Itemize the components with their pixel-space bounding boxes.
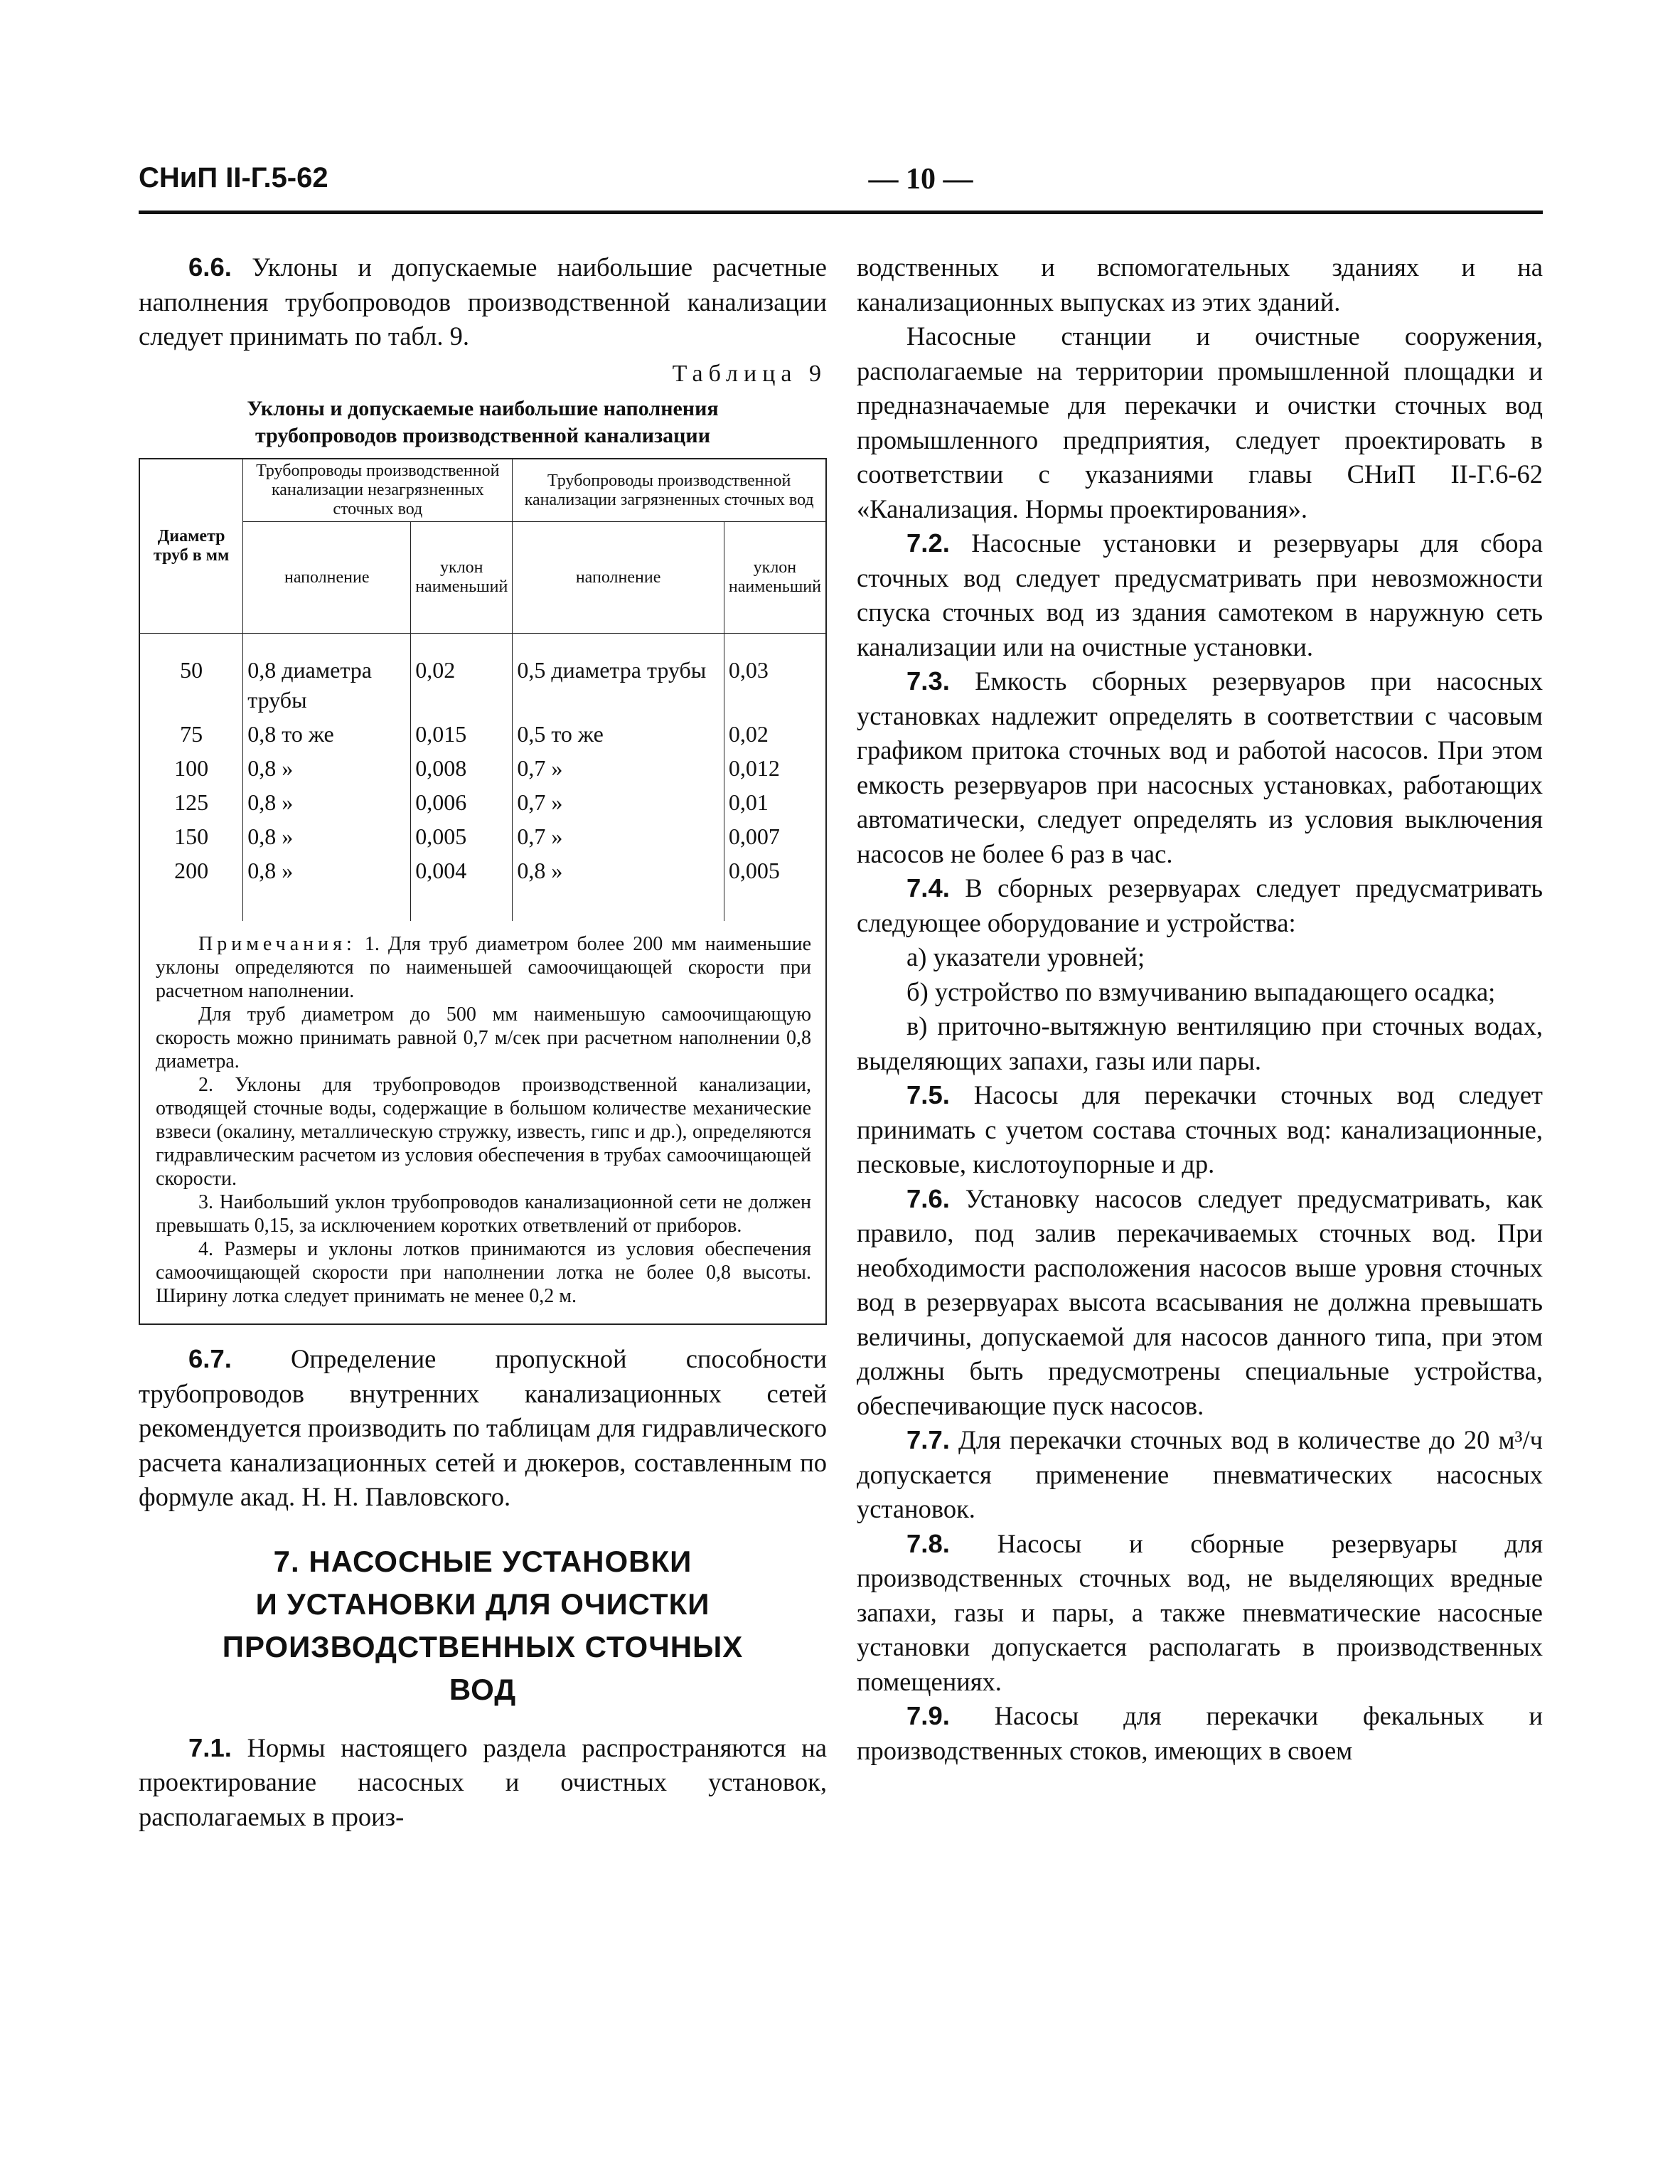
cell-diameter: 75 [140, 717, 243, 751]
list-item: а) указатели уровней; [906, 942, 1145, 971]
header-group-clean: Трубопроводы производственной канализации незагрязненных сточных вод [243, 459, 513, 522]
clause-number: 7.5. [906, 1080, 950, 1109]
document-code: СНиП II-Г.5-62 [139, 162, 328, 193]
paragraph-6-6 [139, 250, 827, 354]
cell-diameter: 200 [140, 853, 243, 921]
header-group-polluted: Трубопроводы производственной канализации загрязненных сточных вод [513, 459, 825, 522]
cell-slope: 0,02 [724, 717, 825, 751]
paragraph-text: Для перекачки сточных вод в количестве до 20 м³/ч допускается применение пневматических насосных установок. [857, 1425, 1543, 1523]
cell-fill: 0,5 то же [513, 717, 724, 751]
cell-slope: 0,007 [724, 819, 825, 853]
table-9 [139, 458, 827, 1325]
cell-slope: 0,01 [724, 785, 825, 819]
paragraph-7-1-continued: водственных и вспомогательных зданиях и на канализационных выпусках из этих зданий. [857, 252, 1543, 316]
notes-heading: Примечания: [198, 933, 356, 955]
table-row [140, 751, 825, 785]
table-title-line: Уклоны и допускаемые наибольшие наполнения [247, 397, 719, 420]
note-1b: Для труб диаметром до 500 мм наименьшую самоочищающую скорость можно принимать равной 0,7 м/сек при расчетном наполнении 0,8 диаметра. [156, 1003, 811, 1072]
cell-fill: 0,8 то же [243, 717, 411, 751]
clause-number: 7.2. [906, 528, 950, 558]
table-row [140, 717, 825, 751]
cell-fill: 0,8 » [243, 751, 411, 785]
paragraph-text: Насосы и сборные резервуары для производственных сточных вод, не выделяющих вредные запахи, газы и пары, а также пневматические насосные установки допускается располагать в производственных помещениях. [857, 1528, 1543, 1696]
cell-slope: 0,005 [411, 819, 513, 853]
note-4: 4. Размеры и уклоны лотков принимаются из условия обеспечения самоочищающей скорости при наполнении лотка не более 0,8 высоты. Ширину лотка следует принимать не менее 0,2 м. [156, 1238, 811, 1307]
paragraph-6-7 [139, 1342, 827, 1515]
paragraph-text: Насосы для перекачки сточных вод следует принимать с учетом состава сточных вод: канализационные, песковые, кислотоупорные и др. [857, 1080, 1543, 1178]
cell-slope: 0,004 [411, 853, 513, 921]
cell-fill: 0,8 » [513, 853, 724, 921]
cell-slope: 0,006 [411, 785, 513, 819]
section-title-line: 7. НАСОСНЫЕ УСТАНОВКИ [273, 1544, 692, 1578]
cell-diameter: 50 [140, 634, 243, 718]
paragraph-text: Нормы настоящего раздела распространяются на проектирование насосных и очистных установок, располагаемых в произ- [139, 1732, 828, 1831]
list-item: б) устройство по взмучиванию выпадающего осадка; [906, 976, 1496, 1006]
paragraph-7-2 [857, 526, 1543, 664]
cell-fill: 0,5 диаметра трубы [513, 634, 724, 718]
note-2: 2. Уклоны для трубопроводов производственной канализации, отводящей сточные воды, содержащие в большом количестве механические взвеси (окалину, металлическую стружку, известь, гипс и др.), определяются гидравлическим расчетом из условия обеспечения в трубах самоочищающей скорости. [156, 1074, 811, 1190]
paragraph-7-8 [857, 1527, 1543, 1700]
header-fill: наполнение [513, 522, 724, 634]
cell-fill: 0,7 » [513, 785, 724, 819]
cell-fill: 0,8 » [243, 785, 411, 819]
note-text: 1. Для труб диаметром более 200 мм наименьшие уклоны определяются по наименьшей самоочищающей скорости при расчетном наполнении. [156, 933, 811, 1002]
slope-fill-table [140, 459, 825, 921]
paragraph-7-5 [857, 1078, 1543, 1182]
table-title [139, 395, 827, 449]
header-rule [139, 211, 1543, 214]
cell-fill: 0,8 » [243, 853, 411, 921]
paragraph-7-9 [857, 1699, 1543, 1768]
paragraph-7-1-b: Насосные станции и очистные сооружения, располагаемые на территории промышленной площадки и предназначаемые для перекачки и очистки сточных вод промышленного предприятия, следует проектировать в соответствии с указаниями главы СНиП II-Г.6-62 «Канализация. Нормы проектирования». [857, 321, 1543, 523]
table-title-line: трубопроводов производственной канализации [255, 424, 711, 447]
cell-fill: 0,8 » [243, 819, 411, 853]
clause-number: 7.8. [906, 1528, 950, 1558]
clause-number: 7.7. [906, 1425, 950, 1454]
section-title-line: И УСТАНОВКИ ДЛЯ ОЧИСТКИ [255, 1587, 710, 1621]
cell-fill: 0,7 » [513, 751, 724, 785]
header-diameter: Диаметр труб в мм [140, 459, 243, 634]
table-notes [140, 921, 825, 1325]
list-item: в) приточно-вытяжную вентиляцию при сточных водах, выделяющих запахи, газы или пары. [857, 1011, 1543, 1075]
cell-diameter: 125 [140, 785, 243, 819]
paragraph-text: Насосы для перекачки фекальных и производственных стоков, имеющих в своем [857, 1701, 1543, 1765]
header-slope: уклон наименьший [724, 522, 825, 634]
paragraph-text: Уклоны и допускаемые наибольшие расчетные наполнения трубопроводов производственной канализации следует принимать по табл. 9. [139, 252, 827, 351]
clause-number: 7.6. [906, 1183, 950, 1213]
clause-number: 7.3. [906, 666, 950, 696]
cell-slope: 0,02 [411, 634, 513, 718]
page-number: — 10 — [868, 163, 973, 196]
table-row [140, 785, 825, 819]
cell-slope: 0,012 [724, 751, 825, 785]
section-title-line: ПРОИЗВОДСТВЕННЫХ СТОЧНЫХ [222, 1629, 744, 1663]
paragraph-7-1 [139, 1731, 827, 1835]
cell-slope: 0,015 [411, 717, 513, 751]
clause-number: 7.1. [188, 1732, 232, 1762]
cell-diameter: 100 [140, 751, 243, 785]
paragraph-text: Установку насосов следует предусматривать, как правило, под залив перекачиваемых сточных вод. При необходимости расположения насосов выше уровня сточных вод в резервуарах высота всасывания не должна превышать величины, допускаемой для насосов данного типа, при этом должны быть предусмотрены специальные устройства, обеспечивающие пуск насосов. [857, 1183, 1543, 1420]
header-fill: наполнение [243, 522, 411, 634]
left-column [139, 250, 827, 1834]
clause-number: 7.9. [906, 1701, 950, 1730]
paragraph-7-4 [857, 871, 1543, 940]
clause-number: 6.6. [188, 252, 232, 282]
paragraph-7-6 [857, 1182, 1543, 1424]
cell-diameter: 150 [140, 819, 243, 853]
page-header [139, 162, 1543, 205]
clause-number: 6.7. [188, 1344, 232, 1373]
paragraph-text: В сборных резервуарах следует предусматривать следующее оборудование и устройства: [857, 873, 1543, 937]
cell-slope: 0,03 [724, 634, 825, 718]
paragraph-7-3 [857, 664, 1543, 871]
table-row [140, 853, 825, 921]
paragraph-7-7 [857, 1423, 1543, 1527]
clause-number: 7.4. [906, 873, 950, 902]
paragraph-text: Насосные установки и резервуары для сбора сточных вод следует предусматривать при невозможности спуска сточных вод из здания самотеком в наружную сеть канализации или на очистные установки. [857, 528, 1543, 661]
paragraph-text: Емкость сборных резервуаров при насосных установках надлежит определять в соответствии с часовым графиком притока сточных вод и работой насосов. При этом емкость резервуаров при насосных установках, работающих автоматически, следует определять из условия выключения насосов не более 6 раз в час. [857, 666, 1543, 868]
cell-slope: 0,005 [724, 853, 825, 921]
table-label: Таблица 9 [672, 360, 827, 387]
paragraph-text: Определение пропускной способности трубопроводов внутренних канализационных сетей рекомендуется производить по таблицам для гидравлического расчета канализационных сетей и дюкеров, составленным по формуле акад. Н. Н. Павловского. [139, 1344, 828, 1511]
section-title-line: ВОД [449, 1672, 517, 1706]
right-column [857, 250, 1543, 1768]
note-3: 3. Наибольший уклон трубопроводов канализационной сети не должен превышать 0,15, за исключением коротких ответвлений от приборов. [156, 1191, 811, 1237]
table-row [140, 634, 825, 718]
section-title [139, 1540, 827, 1711]
table-row [140, 819, 825, 853]
cell-fill: 0,7 » [513, 819, 724, 853]
note-1a [156, 932, 811, 1003]
cell-fill: 0,8 диаметра трубы [243, 634, 411, 718]
header-slope: уклон наименьший [411, 522, 513, 634]
cell-slope: 0,008 [411, 751, 513, 785]
